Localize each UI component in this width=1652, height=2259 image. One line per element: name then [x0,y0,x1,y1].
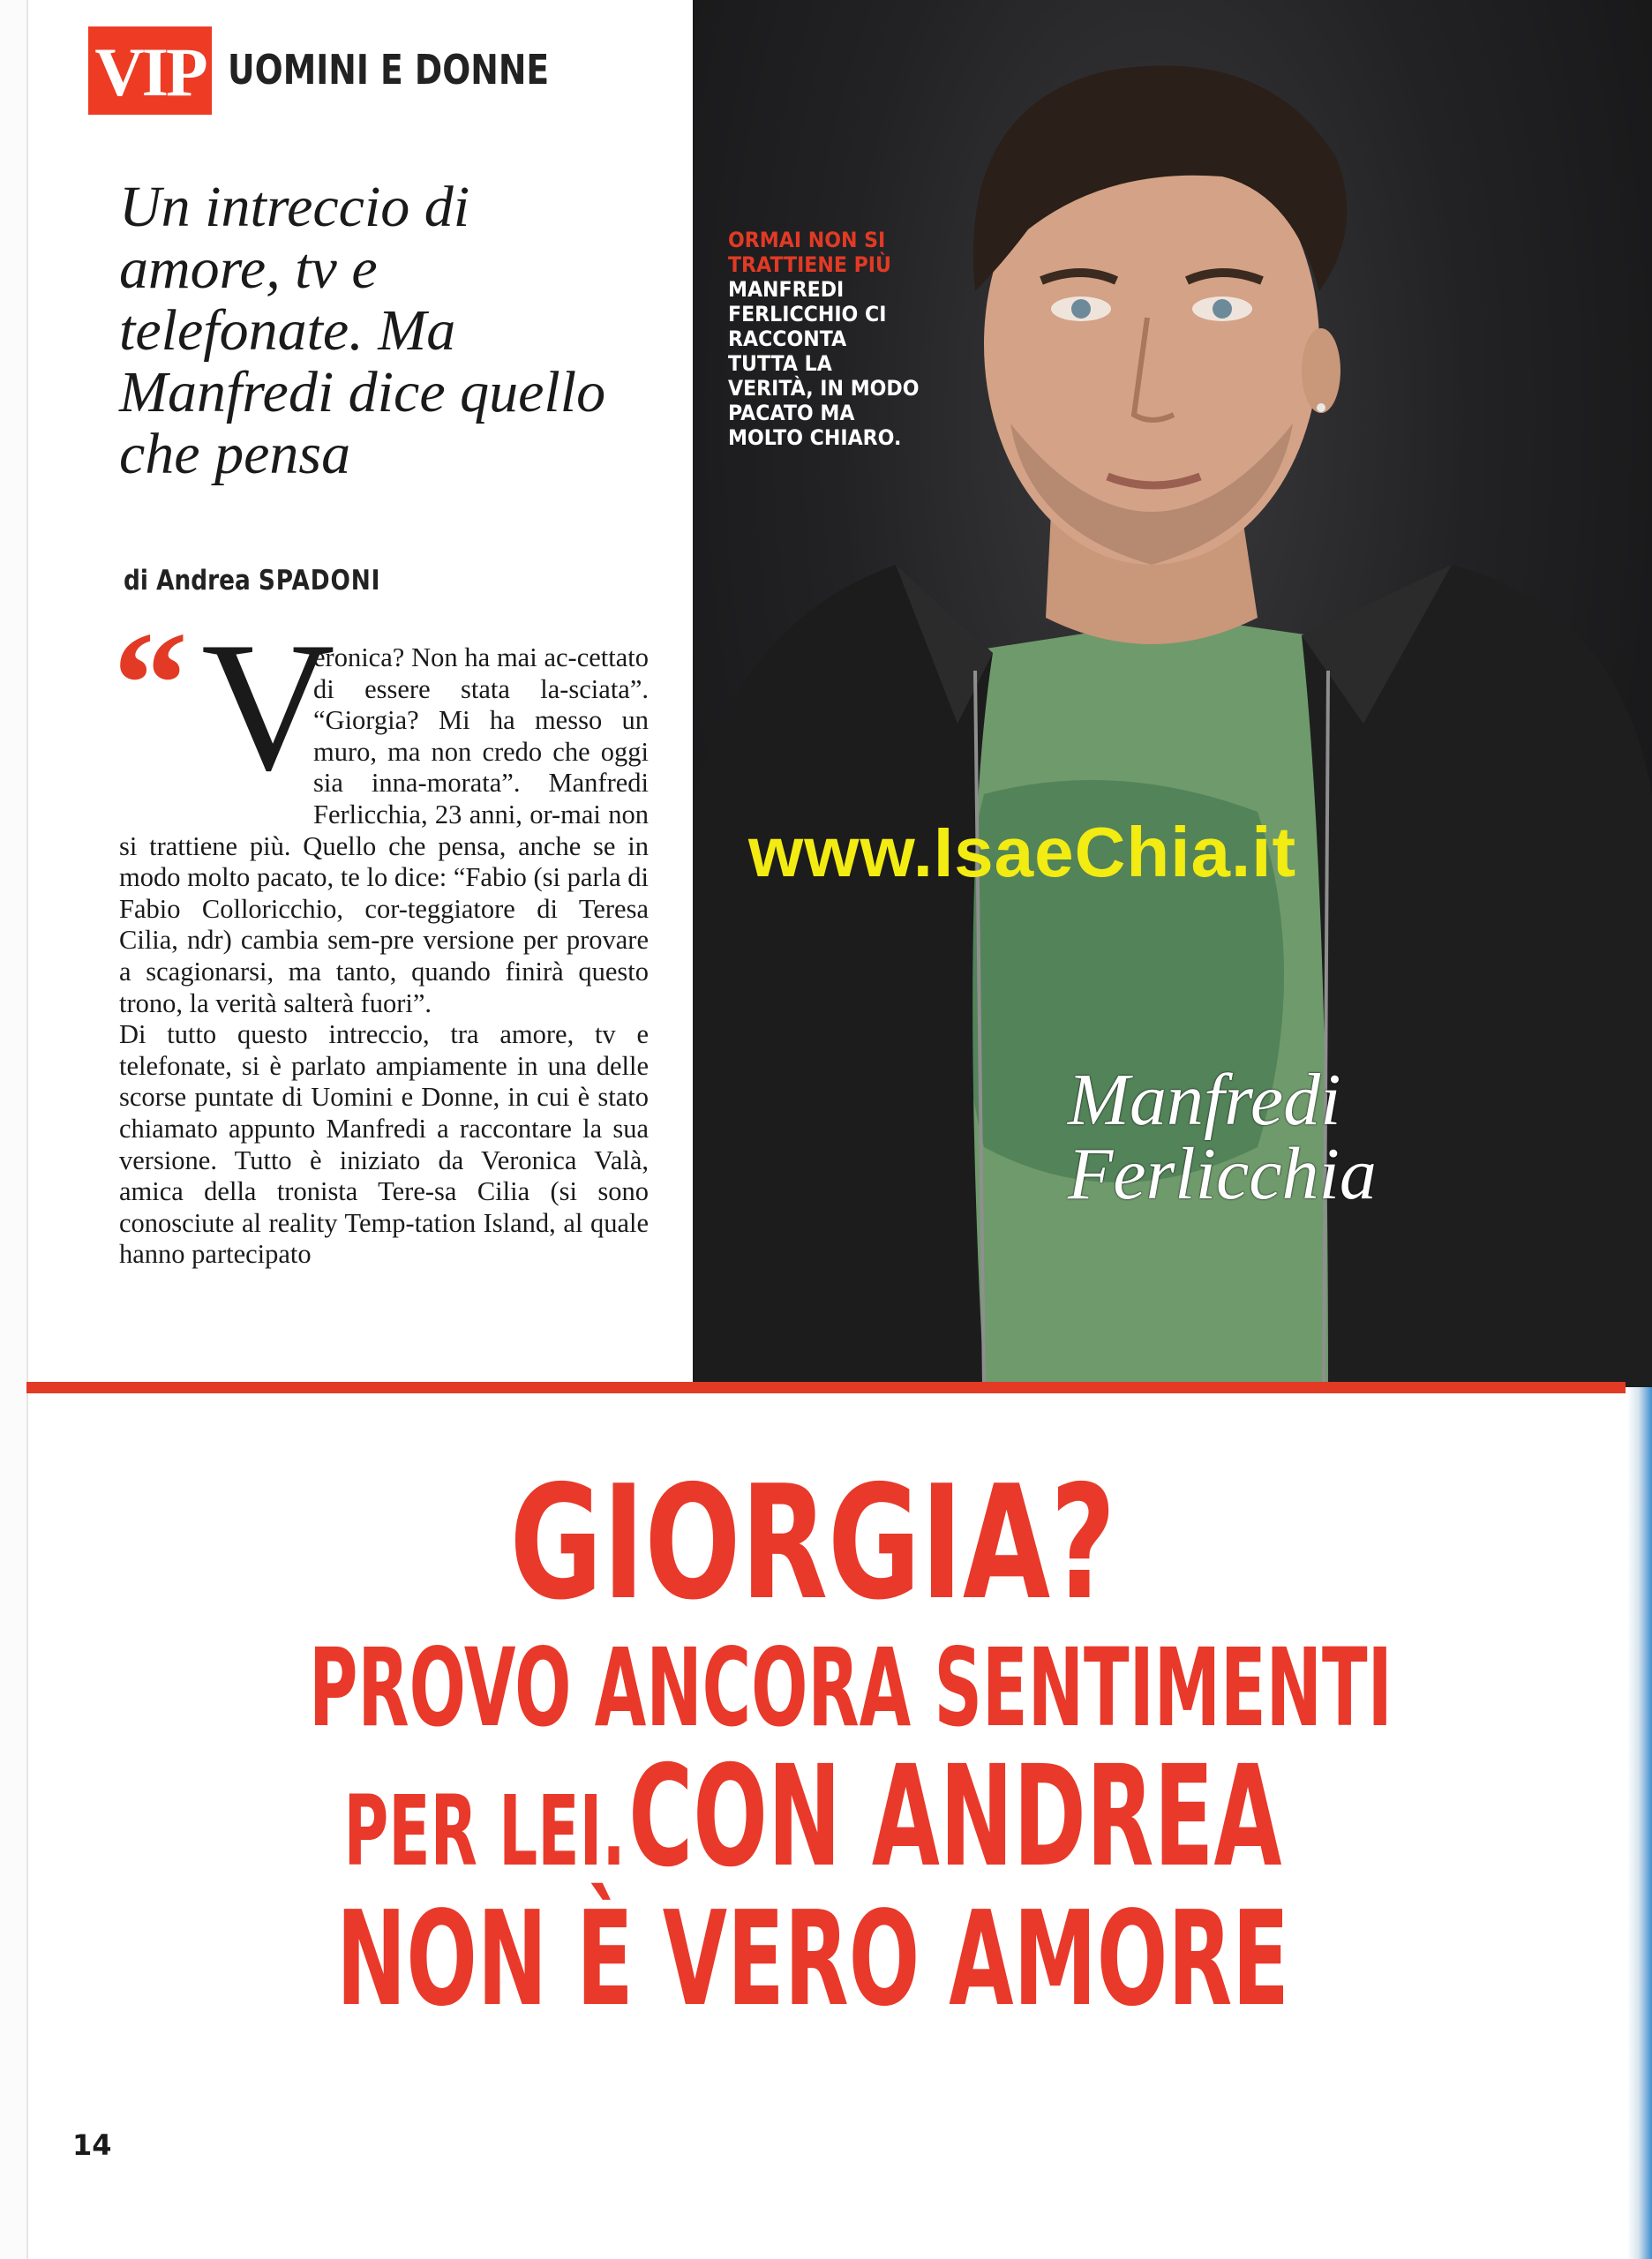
opening-quote-mark: “ [113,601,188,767]
headline-line-2: PROVO ANCORA SENTIMENTI [308,1625,1393,1751]
watermark: www.IsaeChia.it [748,813,1297,891]
vip-logo-text: VIP [94,34,206,110]
photo-caption-lead: ORMAI NON SI TRATTIENE PIÙ [728,228,891,277]
page-edge-left [0,0,28,2259]
left-iris [1071,299,1091,319]
article-paragraph-1: eronica? Non ha mai ac-cettato di essere stata la-sciata”. “Giorgia? Mi ha messo un muro, ma non credo che oggi sia inna-morata”. Manfredi Ferlicchia, 23 anni, or-mai non si trattiene più. Quello che pensa, anche se in modo molto pacato, te lo dice: “Fabio (si parla di Fabio Colloricchio, cor-teggiatore di Teresa Cilia, ndr) cambia sem-pre versione per provare a scagionarsi, ma tanto, quando finirà questo trono, la verità salterà fuori”. [119,642,649,1018]
headline-line-3-big: CON ANDREA [628,1736,1282,1898]
vip-logo-badge [88,26,212,115]
headline-line-4: NON È VERO AMORE [336,1883,1289,2035]
subject-last-name: Ferlicchia [1068,1133,1377,1215]
article-paragraph-2: Di tutto questo intreccio, tra amore, tv e telefonate, si è parlato ampiamente in una delle scorse puntate di Uomini e Donne, in cui è stato chiamato appunto Manfredi a raccontare la sua versione. Tutto è iniziato da Veronica Valà, amica della tronista Tere-sa Cilia (si sono conosciute al reality Temp-tation Island, al quale hanno partecipato [119,1019,649,1270]
photo-caption-text: MANFREDI FERLICCHIO CI RACCONTA TUTTA LA VERITÀ, IN MODO PACATO MA MOLTO CHIARO. [728,277,920,450]
ear [1302,328,1340,413]
section-label: UOMINI E DONNE [228,46,550,94]
byline-surname: SPADONI [258,565,381,597]
article-body [119,642,649,1348]
red-divider [26,1382,1626,1393]
subject-first-name: Manfredi [1068,1059,1341,1141]
byline [124,565,380,597]
byline-name: Andrea [156,565,251,597]
right-iris [1213,299,1232,319]
subject-name [1068,1059,1562,1215]
page-edge-right [1627,1377,1652,2259]
headline-line-1: GIORGIA? [509,1452,1116,1634]
drop-cap-space [119,642,313,815]
earring [1317,403,1325,412]
standfirst: Un intreccio di amore, tv e telefonate. Ma Manfredi dice quello che pensa [119,175,606,486]
drop-cap: V [201,604,335,809]
byline-prefix: di [124,565,148,597]
page-number: 14 [72,2128,112,2162]
photo-caption [728,228,923,450]
headline-line-3-small: PER LEI. [343,1775,626,1888]
